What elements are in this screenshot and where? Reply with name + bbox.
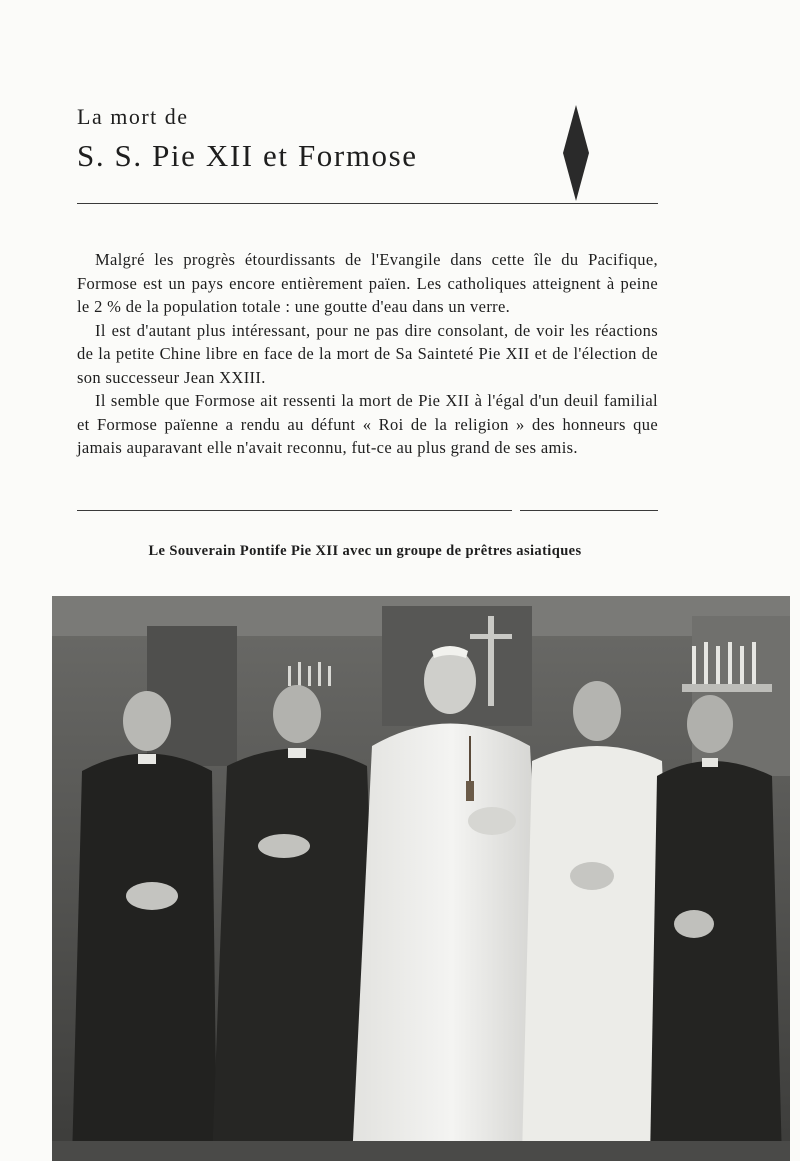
article-rule-right (520, 510, 658, 511)
article-rule-left (77, 510, 512, 511)
article-body (77, 248, 658, 460)
photo-illustration (52, 596, 790, 1161)
group-photograph (52, 596, 790, 1161)
diamond-ornament-icon (563, 105, 589, 201)
article-paragraph: Il semble que Formose ait ressenti la mort de Pie XII à l'égal d'un deuil familial et Formose païenne a rendu au défunt « Roi de la religion » des honneurs que jamais auparavant elle n'avait reconnu, fut-ce au plus grand de ses amis. (77, 391, 658, 457)
page-title: S. S. Pie XII et Formose (77, 138, 418, 173)
article-paragraph: Malgré les progrès étourdissants de l'Evangile dans cette île du Pacifique, Formose est un pays encore entièrement païen. Les catholiques atteignent à peine le 2 % de la population totale : une goutte d'eau dans un verre. (77, 250, 658, 316)
article-paragraph: Il est d'autant plus intéressant, pour ne pas dire consolant, de voir les réactions de la petite Chine libre en face de la mort de Sa Sainteté Pie XII et de l'élection de son successeur Jean XXIII. (77, 320, 658, 387)
photo-caption: Le Souverain Pontife Pie XII avec un groupe de prêtres asiatiques (148, 543, 582, 559)
title-kicker: La mort de (77, 104, 189, 129)
header-rule (77, 203, 658, 204)
